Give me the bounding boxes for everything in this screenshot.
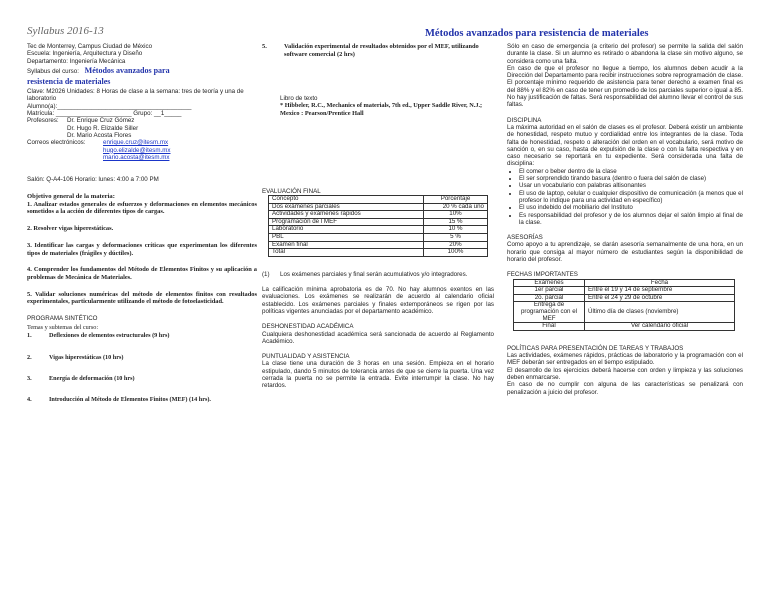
institution-line-3: Departamento: Ingeniería Mecánica [27,57,126,65]
alumno-field: Alumno(a):_______________________________________ [27,102,192,110]
professors-label: Profesores: [27,117,59,125]
eval-concepto: Dos exámenes parciales [269,203,424,211]
eval-header-concepto: Concepto [269,195,424,203]
eval-porcentaje: 15 % [424,218,488,226]
fechas-examen: 1er parcial [514,287,585,295]
fechas-fecha: Último día de clases (noviembre) [585,302,735,323]
tema-5-num: 5. [262,43,267,50]
tema-1 [27,332,257,339]
document-title: Métodos avanzados para resistencia de materiales [425,28,649,39]
objective-3: 3. Identificar las cargas y deformaciones críticas que experimentan los diferentes tipos de materiales (frágiles y dúctiles). [27,242,257,257]
course-title-2: resistencia de materiales [27,77,111,87]
fechas-table [513,279,735,331]
objective-4: 4. Comprender los fundamentos del Método de Elementos Finitos y su aplicación a problemas de Mecánica de Materiales. [27,266,257,282]
email-link-3[interactable]: mario.acosta@itesm.mx [103,153,170,161]
tema-4-text: Introducción al Método de Elementos Finitos (MEF) (14 hrs). [49,396,211,404]
politicas-text-1: Las actividades, exámenes rápidos, prácticas de laboratorio y la programación con el MEF deberán ser entregados en el tiempo estipulado. [507,352,743,367]
fechas-fecha: Ver calendario oficial [585,323,735,331]
institution-line-2: Escuela: Ingeniería, Arquitectura y Diseño [27,50,143,58]
eval-concepto: Actividades y exámenes rápidos [269,211,424,219]
eval-porcentaje: 20 % cada uno [424,203,488,211]
asesorias-text: Como apoyo a tu aprendizaje, se darán asesoría semanalmente de una hora, en un horario que consiga al mayor número de estudiantes según la disponibilidad de horario del profesor. [507,241,743,264]
disciplina-text: La máxima autoridad en el salón de clases es el profesor. Deberá existir un ambiente de honestidad, respeto mutuo y cordialidad entre los integrantes de la clase. Toda falta de honestidad, respeto o alteración del orden en el vocabulario, será motivo de sanción o, en su caso, hasta de expulsión de la clase o con la falta respectiva y en caso necesario se reportará en tu expediente. Será considerada una falta de disciplina: [507,123,743,168]
tema-3 [27,375,257,382]
eval-porcentaje: 100% [424,249,488,257]
programa-heading: PROGRAMA SINTÉTICO [27,314,98,322]
politicas-text-2: El desarrollo de los ejercicios deberá hacerse con orden y limpieza y las soluciones deben enmarcarse. [507,366,743,381]
eval-concepto: PBL [269,233,424,241]
tema-2-num: 2. [27,353,32,361]
institution-line-1: Tec de Monterrey, Campus Ciudad de México [27,43,153,50]
objective-heading: Objetivo general de la materia: [27,193,115,201]
eval-porcentaje: 10% [424,211,488,219]
disciplina-item: • Es responsabilidad del profesor y de los alumnos dejar el salón limpio al final de la clase. [519,212,743,227]
calificacion-text: La calificación mínima aprobatoria es de 70. No hay alumnos exentos en las evaluaciones. Los exámenes se realizarán de acuerdo al calendario oficial establecido. Los exámenes parciales y finales extemporáneos se rigen por las políticas vigentes anunciadas por el departamento académico. [262,286,494,315]
eval-concepto: Examen final [269,241,424,249]
eval-porcentaje: 10 % [424,226,488,234]
deshonestidad-title: DESHONESTIDAD ACADÉMICA [262,323,354,331]
disciplina-item: • El uso de laptop, celular o cualquier dispositivo de comunicación (a menos que el profesor lo indique para una actividad en específico) [519,190,743,205]
disciplina-item: • El comer o beber dentro de la clase [519,168,743,175]
syllabus-label: Syllabus 2016-13 [27,25,104,37]
libro-label: Libro de texto [280,95,318,103]
emails [27,139,257,161]
politicas-text-3: En caso de no cumplir con alguna de las características se penalizará con penalización a juicio del profesor. [507,381,743,396]
tema-3-num: 3. [27,374,32,382]
professor-2: Dr. Hugo R. Elizalde Siller [67,124,139,132]
fechas-examen: 2o. parcial [514,294,585,302]
tema-4 [27,396,257,403]
tema-2-text: Vigas hiperestáticas (10 hrs) [49,353,124,361]
asesorias-title: ASESORÍAS [507,234,543,242]
matricula-field: Matrícula: ______________________ Grupo: __1_____ [27,110,182,118]
fechas-title: FECHAS IMPORTANTES [507,271,578,279]
column-middle [262,43,494,390]
tema-5 [262,43,494,58]
eval-table [268,195,488,257]
eval-header-porcentaje: Porcentaje [424,195,488,203]
disciplina-item: • El uso indebido del mobiliario del Instituto [519,204,743,211]
disciplina-list [507,168,743,226]
fechas-row [514,302,735,323]
professor-3: Dr. Mario Acosta Flores [67,131,132,139]
asistencia-text-3: El porcentaje mínimo requerido de asistencia para tener derecho a examen final es del 88% y el 82% en caso de tener un promedio de los parciales superior o igual a 85. No hay justificación de faltas. Será responsabilidad del alumno llevar el control de sus faltas. [507,79,743,109]
professor-1: Dr. Enrique Cruz Gómez [67,117,135,125]
eval-concepto: Programación de l MEF [269,218,424,226]
column-left [27,43,257,404]
fechas-header-examenes: Exámenes [514,279,585,287]
temas-label: Temas y subtemas del curso: [27,324,99,332]
eval-porcentaje: 20% [424,241,488,249]
puntualidad-text: La clase tiene una duración de 3 horas en una sesión. Empieza en el horario estipulado, dando 5 minutos de tolerancia antes de que se cierre la puerta. Una vez cerrada la puerta no se permite la entrada. Evite interrumpir la clase. No hay retardos. [262,360,494,390]
course-line [27,67,257,75]
objective-5: 5. Validar soluciones numéricas del método de elementos finitos con resultados experimentales, particularmente utilizando el método de fotoelasticidad. [27,290,257,306]
eval-porcentaje: 5 % [424,233,488,241]
tema-5-text: Validación experimental de resultados obtenidos por el MEF, utilizando software comercial (2 hrs) [284,43,479,58]
asistencia-text-2: En caso de que el profesor no llegue a tiempo, los alumnos deben acudir a la Dirección del Departamento para recibir instrucciones sobre reprogramación de clase. [507,64,743,80]
eval-note [262,271,494,278]
eval-concepto: Laboratorio [269,226,424,234]
course-label: Syllabus del curso: [27,67,79,75]
puntualidad-title: PUNTUALIDAD Y ASISTENCIA [262,353,350,361]
eval-title: EVALUACIÓN FINAL [262,187,321,195]
objective-2: 2. Resolver vigas hiperestáticas. [27,224,114,232]
eval-concepto: Total [269,249,424,257]
eval-row [269,249,488,257]
tema-3-text: Energía de deformación (10 hrs) [49,374,135,382]
eval-row [269,233,488,241]
fechas-examen: Final [514,323,585,331]
eval-note-num: (1) [262,270,270,278]
fechas-fecha: Entre el 19 y 14 de septiembre [585,287,735,295]
libro-text: * Hibbeler, R.C., Mechanics of materials, 7th ed., Upper Saddle River, N.J.; Mexico : Pearson/Prentice Hall [280,102,483,118]
eval-note-text: Los exámenes parciales y final serán acumulativos y/o integradores. [280,270,468,278]
deshonestidad-text: Cualquiera deshonestidad académica será sancionada de acuerdo al Reglamento Académico. [262,330,494,345]
email-link-2[interactable]: hugo.elizalde@itesm.mx [103,146,171,154]
tema-1-text: Deflexiones de elementos estructurales (9 hrs) [49,332,170,340]
eval-header-row [269,195,488,203]
clave-line: Clave: M2026 Unidades: 8 Horas de clase a la semana: tres de teoría y una de laboratorio [27,88,244,103]
salon-line: Salón: Q-A4-106 Horario: lunes: 4:00 a 7:00 PM [27,176,159,184]
disciplina-item: • El ser sorprendido tirando basura (dentro o fuera del salón de clase) [519,175,743,182]
politicas-title: POLÍTICAS PARA PRESENTACIÓN DE TAREAS Y TRABAJOS [507,344,684,352]
disciplina-item: • Usar un vocabulario con palabras altisonantes [519,182,743,189]
emails-label: Correos electrónicos: [27,139,86,147]
disciplina-title: DISCIPLINA [507,116,542,124]
tema-1-num: 1. [27,332,32,340]
professors [27,117,257,139]
fechas-examen: Entrega de programación con el MEF [514,302,585,323]
fechas-header-fecha: Fecha [585,279,735,287]
objective-1: 1. Analizar estados generales de esfuerzos y deformaciones en elementos mecánicos sometidos a la acción de diferentes tipos de cargas. [27,200,257,216]
email-link-1[interactable]: enrique.cruz@itesm.mx [103,139,169,147]
tema-2 [27,354,257,361]
fechas-row [514,323,735,331]
tema-4-num: 4. [27,396,32,404]
column-right [507,43,743,396]
course-title-1: Métodos avanzados para [84,65,170,75]
asistencia-text-1: Sólo en caso de emergencia (a criterio del profesor) se permite la salida del salón durante la clase. Si un alumno es retirado o abandona la clase sin motivo alguno, se considera como una falta. [507,43,743,65]
fechas-fecha: Entre el 24 y 29 de octubre [585,294,735,302]
